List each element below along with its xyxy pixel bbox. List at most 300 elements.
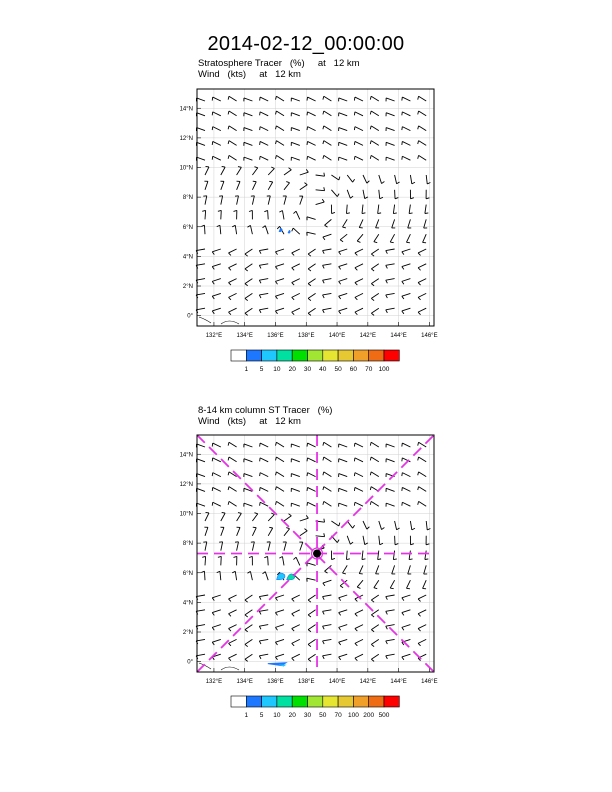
barb-staff [355, 473, 363, 477]
barb-staff [205, 210, 206, 219]
barb-staff [275, 639, 284, 642]
barb-flag [275, 627, 277, 630]
storm-center-marker [313, 550, 321, 558]
wind-barb [339, 625, 348, 631]
barb-staff [300, 518, 309, 521]
barb-flag [418, 629, 420, 632]
barb-flag [339, 177, 340, 180]
wind-barb [355, 625, 363, 631]
barb-staff [339, 113, 347, 116]
wind-barb [354, 502, 363, 506]
barb-staff [339, 595, 348, 598]
wind-barb [212, 97, 221, 101]
barb-staff [390, 580, 394, 588]
wind-barb [292, 293, 300, 299]
barb-flag [308, 600, 311, 602]
barb-flag [323, 96, 324, 99]
wind-barb [276, 457, 284, 462]
barb-staff [245, 264, 252, 269]
barb-flag [259, 656, 261, 659]
wind-barb [418, 279, 426, 285]
barb-staff [386, 308, 395, 310]
wind-barb [339, 488, 348, 491]
barb-staff [355, 308, 363, 312]
wind-barb [237, 167, 242, 175]
barb-staff [282, 211, 284, 220]
barb-flag [292, 228, 293, 231]
barb-staff [275, 595, 284, 598]
wind-barb [249, 556, 252, 565]
wind-barb [292, 308, 300, 314]
wind-barb [418, 639, 426, 645]
barb-staff [275, 654, 284, 657]
barb-staff [339, 279, 348, 282]
barb-staff [291, 459, 299, 462]
wind-barb [260, 473, 269, 477]
barb-staff [355, 639, 363, 643]
wind-barb [323, 442, 331, 447]
barb-staff [260, 156, 268, 160]
barb-flag [393, 213, 396, 214]
colorbar-label: 20 [288, 366, 296, 373]
wind-barb [252, 167, 257, 175]
map-panel-2 [180, 435, 438, 719]
wind-barb [378, 205, 381, 214]
barb-staff [275, 293, 284, 296]
wind-barb [418, 141, 426, 146]
wind-barb [218, 556, 221, 565]
colorbar-box [308, 350, 323, 361]
wind-barb [370, 155, 378, 160]
barb-staff [402, 654, 411, 657]
wind-barb [212, 156, 221, 160]
wind-barb [284, 528, 290, 536]
barb-staff [197, 444, 205, 447]
wind-barb [418, 155, 426, 160]
wind-barb [307, 232, 316, 235]
wind-barb [276, 96, 284, 101]
barb-flag [323, 155, 324, 158]
barb-flag [245, 269, 248, 271]
wind-barb [212, 610, 221, 616]
wind-barb [276, 442, 284, 447]
barb-flag [228, 126, 229, 129]
barb-staff [402, 141, 410, 145]
wind-barb [212, 112, 221, 116]
wind-barb [386, 595, 395, 600]
wind-barb [307, 473, 316, 477]
wind-barb [279, 557, 284, 566]
wind-barb [325, 219, 332, 227]
barb-staff [292, 293, 300, 297]
wind-barb [229, 249, 237, 255]
wind-barb [426, 190, 429, 199]
wind-barb [275, 279, 284, 285]
barb-flag [201, 225, 204, 226]
barb-flag [386, 251, 388, 254]
colorbar-box [246, 350, 261, 361]
wind-barb [212, 487, 221, 491]
wind-barb [292, 625, 300, 631]
barb-staff [252, 168, 257, 175]
lat-tick-label: 12°N [179, 135, 193, 142]
barb-flag [202, 210, 205, 211]
barb-staff [402, 279, 411, 282]
wind-barb [339, 610, 348, 616]
wind-barb [363, 521, 369, 529]
barb-staff [346, 551, 347, 560]
barb-flag [339, 523, 340, 526]
barb-flag [304, 183, 307, 185]
barb-flag [269, 181, 272, 182]
wind-barb [371, 625, 378, 632]
colorbar-box [353, 350, 368, 361]
wind-barb [196, 142, 205, 145]
wind-barb [390, 234, 394, 243]
barb-staff [406, 234, 410, 242]
wind-barb [386, 279, 395, 284]
wind-barb [323, 610, 332, 615]
barb-staff [282, 557, 284, 566]
colorbar-label: 1 [244, 366, 249, 373]
barb-staff [245, 279, 252, 284]
wind-barb [339, 142, 348, 145]
wind-barb [374, 580, 379, 588]
barb-staff [339, 639, 348, 642]
wind-barb [355, 610, 363, 616]
barb-staff [197, 503, 205, 506]
colorbar-box [323, 350, 338, 361]
barb-flag [275, 252, 277, 255]
barb-staff [292, 264, 300, 268]
barb-flag [259, 641, 261, 644]
barb-staff [342, 219, 347, 227]
lon-tick-label: 146°E [421, 333, 438, 339]
barb-flag [304, 529, 307, 531]
barb-flag [259, 265, 261, 268]
wind-barb [260, 141, 269, 145]
barb-staff [244, 128, 252, 131]
wind-barb [323, 501, 331, 506]
barb-flag [378, 559, 381, 560]
barb-staff [308, 156, 316, 160]
wind-barb [291, 488, 300, 491]
wind-barb [196, 128, 205, 131]
wind-barb [323, 654, 332, 659]
barb-flag [427, 182, 430, 183]
barb-staff [402, 293, 411, 296]
barb-flag [323, 457, 324, 460]
barb-staff [291, 113, 299, 116]
panel1-title-tracer: Stratosphere Tracer (%) at 12 km [198, 58, 360, 69]
barb-flag [292, 312, 294, 315]
wind-barb [386, 264, 395, 269]
wind-barb [323, 625, 332, 630]
barb-flag [402, 598, 404, 601]
barb-staff [386, 279, 395, 281]
barb-flag [337, 540, 339, 543]
wind-barb [259, 625, 268, 630]
barb-staff [244, 474, 252, 477]
wind-barb [393, 205, 396, 214]
wind-barb [354, 141, 363, 145]
barb-flag [370, 442, 371, 445]
wind-barb [260, 487, 269, 491]
barb-flag [418, 111, 419, 114]
barb-flag [308, 284, 311, 286]
barb-staff [323, 610, 332, 612]
barb-staff [419, 111, 427, 116]
barb-staff [308, 249, 315, 254]
barb-staff [409, 205, 410, 214]
wind-barb [228, 487, 236, 492]
barb-flag [339, 598, 341, 601]
barb-flag [357, 241, 360, 242]
barb-flag [323, 626, 325, 629]
wind-barb [323, 580, 332, 586]
barb-flag [355, 253, 357, 256]
barb-staff [276, 96, 284, 101]
wind-barb [395, 190, 399, 199]
barb-staff [331, 175, 338, 180]
barb-staff [386, 503, 394, 506]
barb-flag [418, 614, 420, 617]
barb-staff [275, 279, 284, 282]
colorbar-box [262, 696, 277, 707]
barb-flag [229, 297, 231, 300]
wind-barb [308, 293, 315, 300]
barb-staff [418, 625, 426, 629]
barb-staff [268, 528, 272, 536]
wind-barb [402, 249, 411, 255]
barb-staff [323, 308, 332, 310]
barb-flag [418, 442, 419, 445]
wind-barb [244, 157, 253, 160]
barb-staff [245, 595, 252, 600]
lon-tick-label: 144°E [390, 679, 407, 685]
wind-barb [245, 639, 252, 646]
wind-barb [196, 157, 205, 160]
wind-barb [323, 126, 331, 131]
wind-barb [259, 654, 268, 659]
wind-barb [308, 249, 315, 256]
barb-staff [259, 625, 268, 627]
wind-barb [244, 444, 253, 447]
wind-barb [406, 580, 410, 589]
wind-barb [409, 551, 412, 560]
barb-staff [259, 610, 268, 612]
barb-staff [316, 202, 325, 205]
barb-staff [259, 595, 268, 597]
barb-staff [371, 293, 378, 298]
barb-staff [245, 610, 252, 615]
barb-staff [259, 639, 268, 641]
wind-barb [402, 279, 411, 285]
wind-barb [196, 444, 205, 447]
wind-barb [292, 654, 300, 660]
wind-barb [386, 113, 395, 116]
barb-staff [359, 565, 363, 573]
barb-flag [418, 283, 420, 286]
barb-flag [323, 251, 325, 254]
wind-barb [346, 551, 349, 560]
barb-flag [370, 457, 371, 460]
barb-flag [340, 586, 343, 588]
barb-staff [339, 142, 347, 145]
barb-staff [418, 279, 426, 283]
wind-barb [426, 521, 430, 530]
barb-flag [233, 210, 236, 211]
barb-flag [259, 626, 261, 629]
wind-barb [292, 279, 300, 285]
wind-barb [347, 175, 354, 182]
barb-staff [362, 551, 363, 560]
wind-barb [370, 472, 378, 477]
barb-flag [322, 199, 324, 202]
barb-staff [325, 219, 332, 225]
wind-barb [308, 654, 315, 661]
barb-flag [228, 141, 229, 144]
wind-barb [402, 141, 411, 145]
barb-flag [245, 600, 248, 602]
wind-barb [260, 458, 269, 462]
barb-flag [245, 254, 248, 256]
wind-barb [291, 98, 300, 101]
wind-barb [292, 228, 300, 234]
wind-barb [355, 639, 363, 645]
lat-tick-label: 0° [187, 313, 193, 320]
wind-barb [339, 474, 348, 477]
wind-barb [378, 551, 381, 560]
barb-flag [222, 166, 225, 167]
barb-staff [229, 595, 237, 599]
barb-staff [244, 157, 252, 160]
barb-flag [238, 167, 241, 168]
wind-barb [245, 293, 252, 300]
barb-staff [259, 293, 268, 295]
wind-barb [275, 639, 284, 645]
barb-staff [291, 128, 299, 131]
barb-flag [339, 281, 341, 284]
barb-staff [308, 141, 316, 145]
wind-barb [425, 205, 428, 214]
barb-staff [291, 503, 299, 506]
lon-tick-label: 144°E [390, 333, 407, 339]
wind-barb [354, 97, 363, 101]
wind-barb [418, 625, 426, 631]
barb-staff [268, 514, 274, 521]
barb-staff [212, 264, 221, 267]
barb-staff [212, 639, 221, 642]
wind-barb [264, 556, 268, 565]
barb-flag [402, 613, 404, 616]
barb-flag [259, 597, 261, 600]
wind-barb [233, 556, 236, 565]
barb-flag [353, 525, 355, 528]
barb-flag [339, 252, 341, 255]
barb-flag [238, 513, 241, 514]
wind-barb [291, 503, 300, 506]
colorbar-box [369, 696, 384, 707]
barb-staff [291, 444, 299, 447]
barb-staff [284, 170, 291, 175]
barb-flag [308, 254, 311, 256]
barb-staff [292, 639, 300, 643]
colorbar-box [292, 350, 307, 361]
barb-staff [339, 610, 348, 613]
wind-barb [402, 156, 411, 160]
barb-flag [418, 253, 420, 256]
barb-staff [229, 279, 237, 283]
wind-barb [354, 127, 363, 131]
barb-staff [229, 625, 237, 629]
barb-flag [370, 155, 371, 158]
barb-staff [245, 625, 252, 630]
lon-tick-label: 136°E [267, 333, 284, 339]
barb-staff [308, 112, 316, 116]
barb-flag [342, 227, 345, 228]
wind-barb [275, 264, 284, 270]
wind-barb [229, 595, 237, 601]
barb-staff [406, 580, 410, 588]
barb-staff [276, 111, 284, 116]
wind-barb [426, 536, 429, 545]
barb-flag [409, 213, 412, 214]
wind-barb [423, 234, 427, 243]
barb-staff [275, 610, 284, 613]
lat-tick-label: 10°N [179, 511, 193, 518]
barb-flag [229, 253, 231, 256]
colorbar-label: 70 [365, 366, 373, 373]
barb-staff [229, 654, 237, 658]
colorbar-box [369, 350, 384, 361]
barb-staff [390, 234, 394, 242]
barb-staff [308, 610, 315, 615]
lat-tick-label: 6°N [182, 224, 193, 231]
wind-barb [339, 98, 348, 101]
barb-staff [204, 225, 205, 234]
barb-staff [221, 181, 224, 189]
barb-flag [217, 225, 220, 226]
barb-staff [308, 458, 316, 462]
wind-barb [212, 473, 221, 477]
barb-flag [418, 126, 419, 129]
wind-barb [316, 533, 325, 536]
wind-barb [323, 96, 331, 101]
barb-flag [370, 96, 371, 99]
barb-flag [323, 141, 324, 144]
barb-staff [324, 111, 332, 116]
wind-barb [244, 98, 253, 101]
barb-staff [340, 234, 347, 240]
barb-staff [268, 210, 269, 219]
lon-tick-label: 136°E [267, 679, 284, 685]
wind-barb [386, 459, 395, 462]
barb-staff [418, 308, 426, 312]
barb-staff [259, 279, 268, 281]
barb-flag [292, 253, 294, 256]
barb-flag [418, 599, 420, 602]
barb-flag [342, 573, 345, 574]
wind-barb [249, 210, 252, 219]
wind-barb [237, 513, 242, 521]
barb-staff [291, 488, 299, 491]
barb-staff [205, 527, 208, 536]
wind-barb [196, 98, 205, 101]
wind-barb [291, 474, 300, 477]
barb-flag [418, 501, 419, 504]
barb-flag [357, 587, 360, 588]
